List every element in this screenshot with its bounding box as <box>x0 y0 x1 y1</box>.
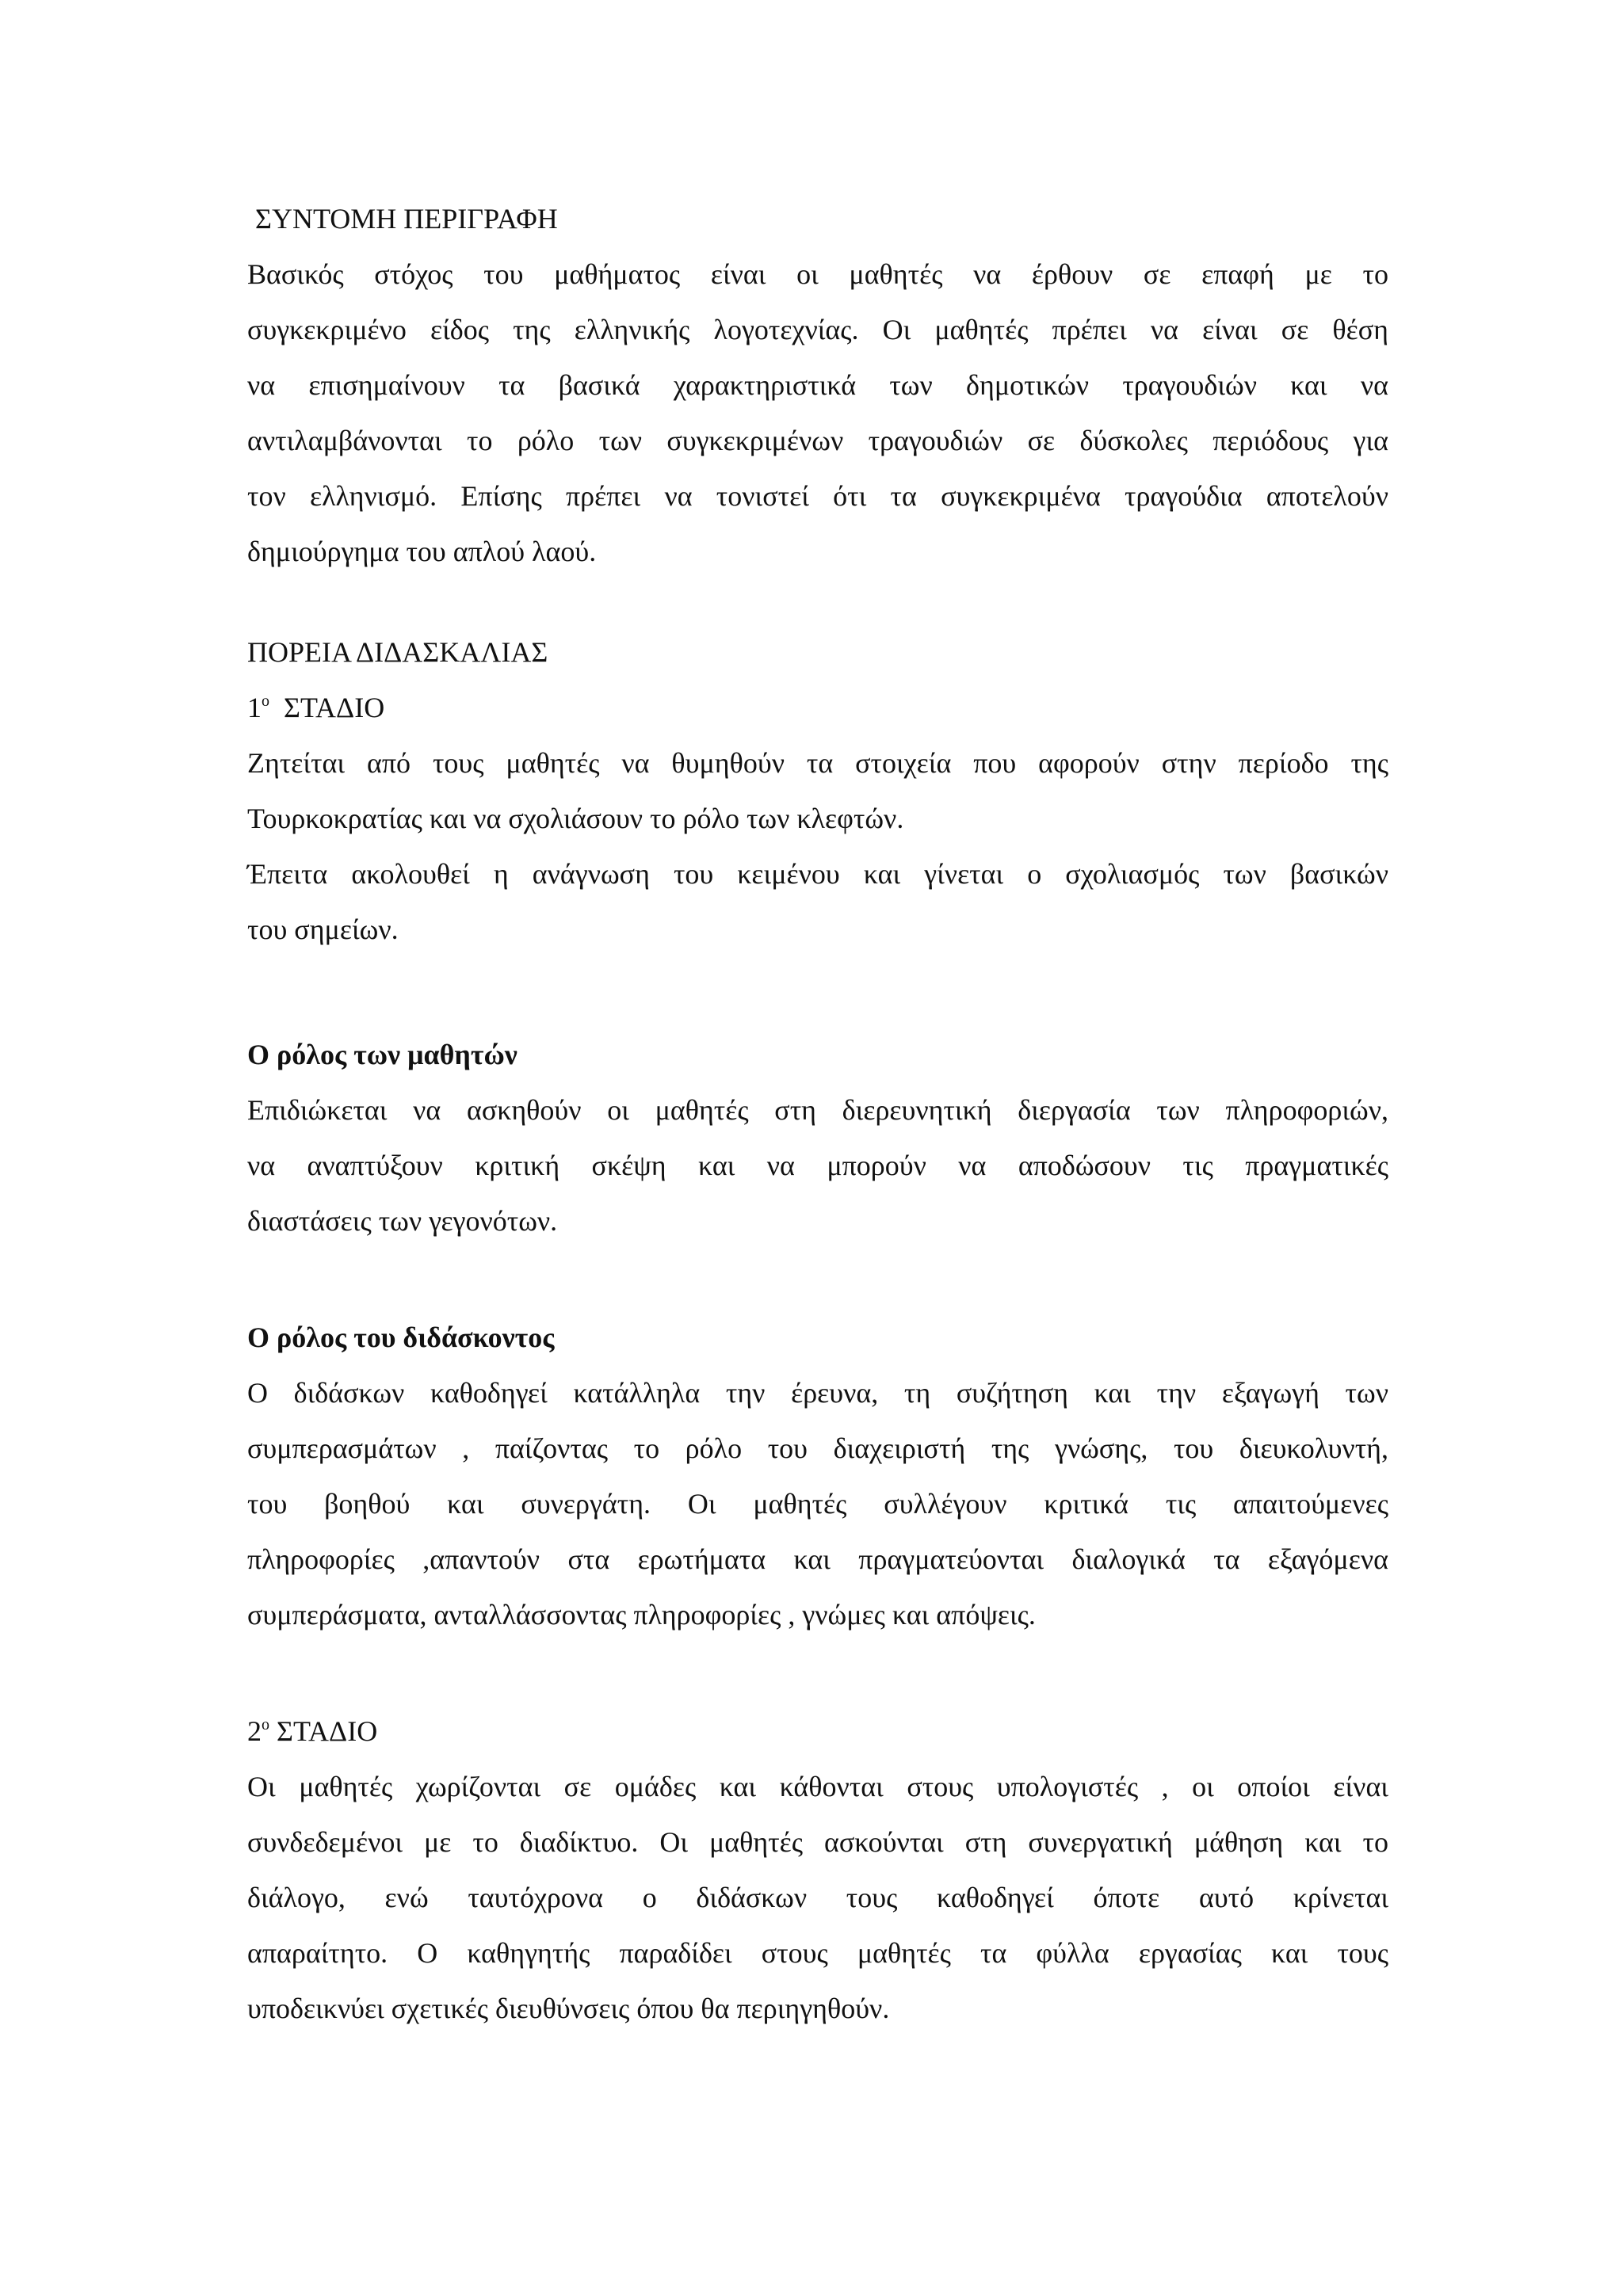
stage2-line: διάλογο, ενώ ταυτόχρονα ο διδάσκων τους καθοδηγεί όποτε αυτό κρίνεται <box>247 1882 1388 1913</box>
summary-line: αντιλαμβάνονται το ρόλο των συγκεκριμένων τραγουδιών σε δύσκολες περιόδους για <box>247 425 1388 456</box>
summary-line: τον ελληνισμό. Επίσης πρέπει να τονιστεί ότι τα συγκεκριμένα τραγούδια αποτελούν <box>247 480 1388 512</box>
stage1-label: ΣΤΑΔΙΟ <box>284 692 385 723</box>
teacher-role-heading: Ο ρόλος του διδάσκοντος <box>247 1322 555 1353</box>
summary-line: συγκεκριμένο είδος της ελληνικής λογοτεχνίας. Οι μαθητές πρέπει να είναι σε θέση <box>247 314 1388 345</box>
summary-line: να επισημαίνουν τα βασικά χαρακτηριστικά των δημοτικών τραγουδιών και να <box>247 369 1388 401</box>
teacher-role-line: Ο διδάσκων καθοδηγεί κατάλληλα την έρευνα, τη συζήτηση και την εξαγωγή των <box>247 1377 1388 1409</box>
course-heading: ΠΟΡΕΙΑ ΔΙΔΑΣΚΑΛΙΑΣ <box>247 636 548 668</box>
stage2-ordinal: ο <box>262 1716 269 1733</box>
stage2-line: απαραίτητο. Ο καθηγητής παραδίδει στους μαθητές τα φύλλα εργασίας και τους <box>247 1937 1388 1969</box>
stage1-ordinal: ο <box>262 692 269 710</box>
students-role-heading: Ο ρόλος των μαθητών <box>247 1039 517 1070</box>
summary-line: Βασικός στόχος του μαθήματος είναι οι μαθητές να έρθουν σε επαφή με το <box>247 258 1388 290</box>
stage1-line: Ζητείται από τους μαθητές να θυμηθούν τα στοιχεία που αφορούν στην περίοδο της <box>247 747 1388 779</box>
summary-line: δημιούργημα του απλού λαού. <box>247 536 597 567</box>
stage1-heading <box>247 680 1388 735</box>
stage2-number: 2 <box>247 1715 262 1747</box>
students-role-line: να αναπτύξουν κριτική σκέψη και να μπορούν να αποδώσουν τις πραγματικές <box>247 1150 1388 1181</box>
stage1-line: του σημείων. <box>247 913 399 945</box>
stage2-line: Οι μαθητές χωρίζονται σε ομάδες και κάθονται στους υπολογιστές , οι οποίοι είναι <box>247 1771 1388 1802</box>
stage2-line: συνδεδεμένοι με το διαδίκτυο. Οι μαθητές ασκούνται στη συνεργατική μάθηση και το <box>247 1826 1388 1858</box>
teacher-role-line: του βοηθού και συνεργάτη. Οι μαθητές συλλέγουν κριτικά τις απαιτούμενες <box>247 1488 1388 1520</box>
stage1-line: Τουρκοκρατίας και να σχολιάσουν το ρόλο των κλεφτών. <box>247 803 904 834</box>
stage1-number: 1 <box>247 692 262 723</box>
stage2-label: ΣΤΑΔΙΟ <box>277 1715 378 1747</box>
students-role-line: διαστάσεις των γεγονότων. <box>247 1205 558 1237</box>
stage2-line: υποδεικνύει σχετικές διευθύνσεις όπου θα περιηγηθούν. <box>247 1993 890 2024</box>
teacher-role-line: συμπεράσματα, ανταλλάσσοντας πληροφορίες , γνώμες και απόψεις. <box>247 1599 1036 1630</box>
stage1-line: Έπειτα ακολουθεί η ανάγνωση του κειμένου και γίνεται ο σχολιασμός των βασικών <box>247 858 1388 890</box>
summary-heading: ΣΥΝΤΟΜΗ ΠΕΡΙΓΡΑΦΗ <box>255 203 558 235</box>
teacher-role-line: συμπερασμάτων , παίζοντας το ρόλο του διαχειριστή της γνώσης, του διευκολυντή, <box>247 1432 1388 1464</box>
stage2-heading <box>247 1703 1388 1759</box>
students-role-line: Επιδιώκεται να ασκηθούν οι μαθητές στη διερευνητική διεργασία των πληροφοριών, <box>247 1094 1388 1126</box>
teacher-role-line: πληροφορίες ,απαντούν στα ερωτήματα και πραγματεύονται διαλογικά τα εξαγόμενα <box>247 1543 1388 1575</box>
